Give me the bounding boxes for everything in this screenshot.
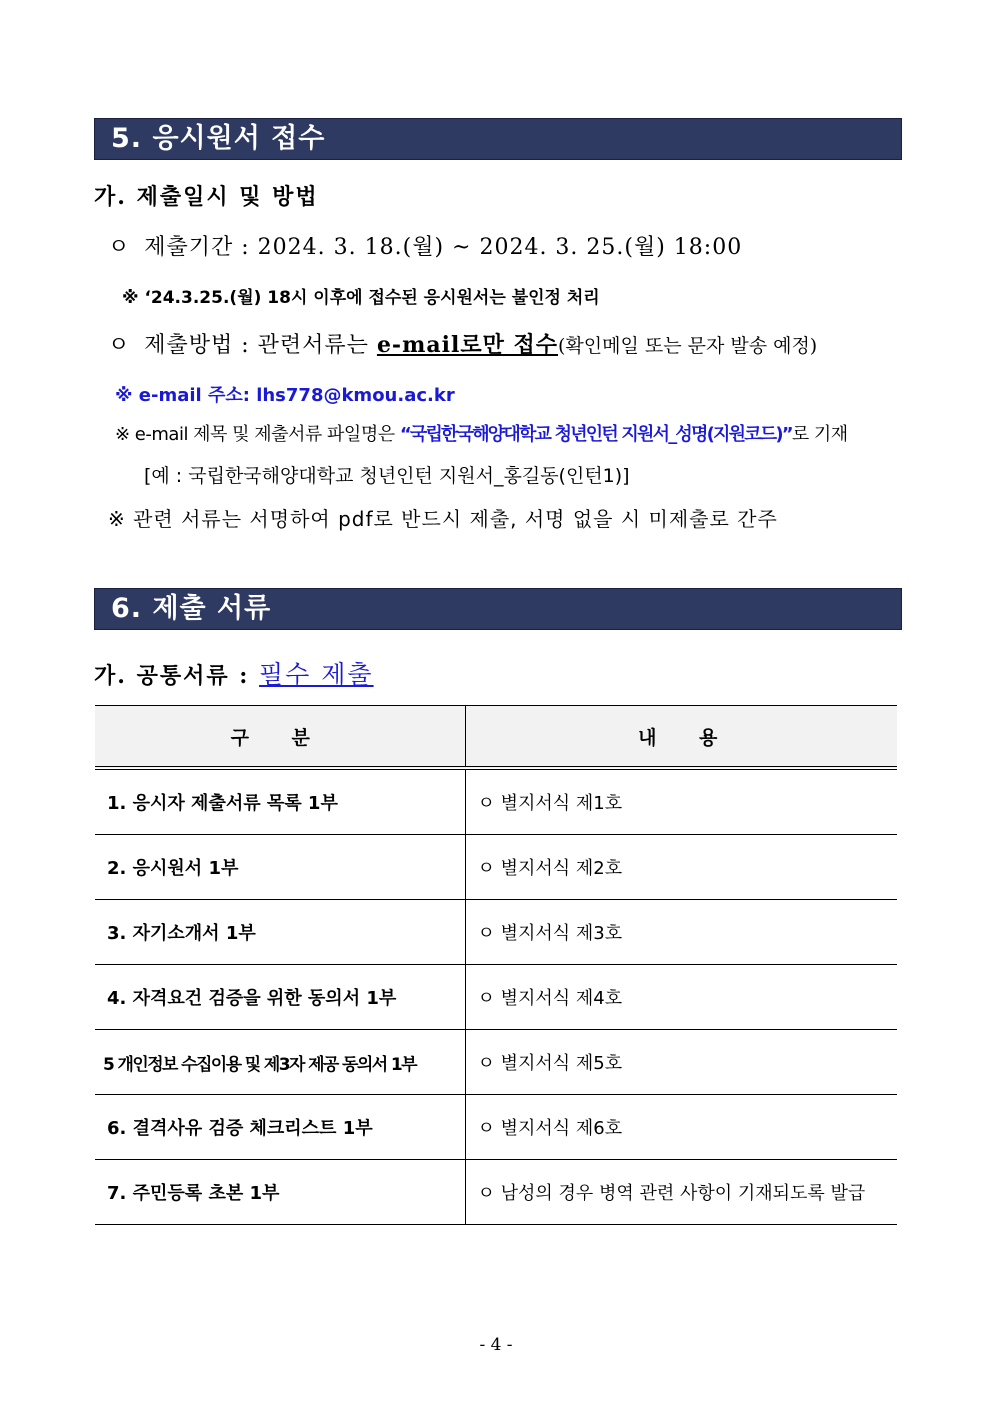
method-suffix: (확인메일 또는 문자 발송 예정) xyxy=(557,335,818,357)
document-detail: ㅇ 별지서식 제2호 xyxy=(465,835,897,900)
subject-suffix: 로 기재 xyxy=(791,424,848,445)
header-content: 내 용 xyxy=(465,706,897,769)
table-header-row xyxy=(95,706,897,769)
method-emphasis: e-mail로만 접수 xyxy=(376,332,558,358)
submission-period-text: 제출기간 : 2024. 3. 18.(월) ~ 2024. 3. 25.(월) 18:00 xyxy=(144,235,743,260)
document-name: 4. 자격요건 검증을 위한 동의서 1부 xyxy=(95,965,465,1030)
table-row xyxy=(95,900,897,965)
deadline-note: ※ ‘24.3.25.(월) 18시 이후에 접수된 응시원서는 불인정 처리 xyxy=(122,288,600,308)
submission-period xyxy=(108,230,742,261)
document-name: 5 개인정보 수집이용 및 제3자 제공 동의서 1부 xyxy=(95,1030,465,1095)
table-row xyxy=(95,1160,897,1225)
bullet-icon: ㅇ xyxy=(108,235,131,260)
sub-heading-common-documents xyxy=(94,655,374,691)
subject-format: “국립한국해양대학교 청년인턴 지원서_성명(지원코드)” xyxy=(399,424,792,445)
document-detail: ㅇ 별지서식 제3호 xyxy=(465,900,897,965)
signature-note: ※ 관련 서류는 서명하여 pdf로 반드시 제출, 서명 없을 시 미제출로 간주 xyxy=(108,507,778,531)
table-row xyxy=(95,1030,897,1095)
required-documents-table xyxy=(95,705,897,1225)
subject-example: [예 : 국립한국해양대학교 청년인턴 지원서_홍길동(인턴1)] xyxy=(144,465,630,487)
bullet-icon: ㅇ xyxy=(108,333,131,358)
document-name: 1. 응시자 제출서류 목록 1부 xyxy=(95,768,465,835)
method-prefix: 제출방법 : 관련서류는 xyxy=(144,333,377,358)
document-detail: ㅇ 별지서식 제5호 xyxy=(465,1030,897,1095)
header-category: 구 분 xyxy=(95,706,465,769)
mandatory-label: 필수 제출 xyxy=(259,660,374,689)
email-address-note: ※ e-mail 주소: lhs778@kmou.ac.kr xyxy=(115,385,455,406)
document-detail: ㅇ 별지서식 제6호 xyxy=(465,1095,897,1160)
document-detail: ㅇ 별지서식 제4호 xyxy=(465,965,897,1030)
subject-prefix: ※ e-mail 제목 및 제출서류 파일명은 xyxy=(115,424,400,445)
email-subject-note xyxy=(115,420,848,446)
page-number: - 4 - xyxy=(479,1335,513,1355)
document-name: 7. 주민등록 초본 1부 xyxy=(95,1160,465,1225)
document-name: 3. 자기소개서 1부 xyxy=(95,900,465,965)
section-6-title: 6. 제출 서류 xyxy=(94,588,902,630)
sub-heading-submission-method: 가. 제출일시 및 방법 xyxy=(94,184,319,210)
document-name: 6. 결격사유 검증 체크리스트 1부 xyxy=(95,1095,465,1160)
document-detail: ㅇ 별지서식 제1호 xyxy=(465,768,897,835)
table-row xyxy=(95,965,897,1030)
submission-method xyxy=(108,328,817,359)
table-row xyxy=(95,835,897,900)
document-detail: ㅇ 남성의 경우 병역 관련 사항이 기재되도록 발급 xyxy=(465,1160,897,1225)
document-name: 2. 응시원서 1부 xyxy=(95,835,465,900)
section-5-title: 5. 응시원서 접수 xyxy=(94,118,902,160)
table-row xyxy=(95,768,897,835)
table-row xyxy=(95,1095,897,1160)
common-docs-prefix: 가. 공통서류 : xyxy=(94,663,260,689)
